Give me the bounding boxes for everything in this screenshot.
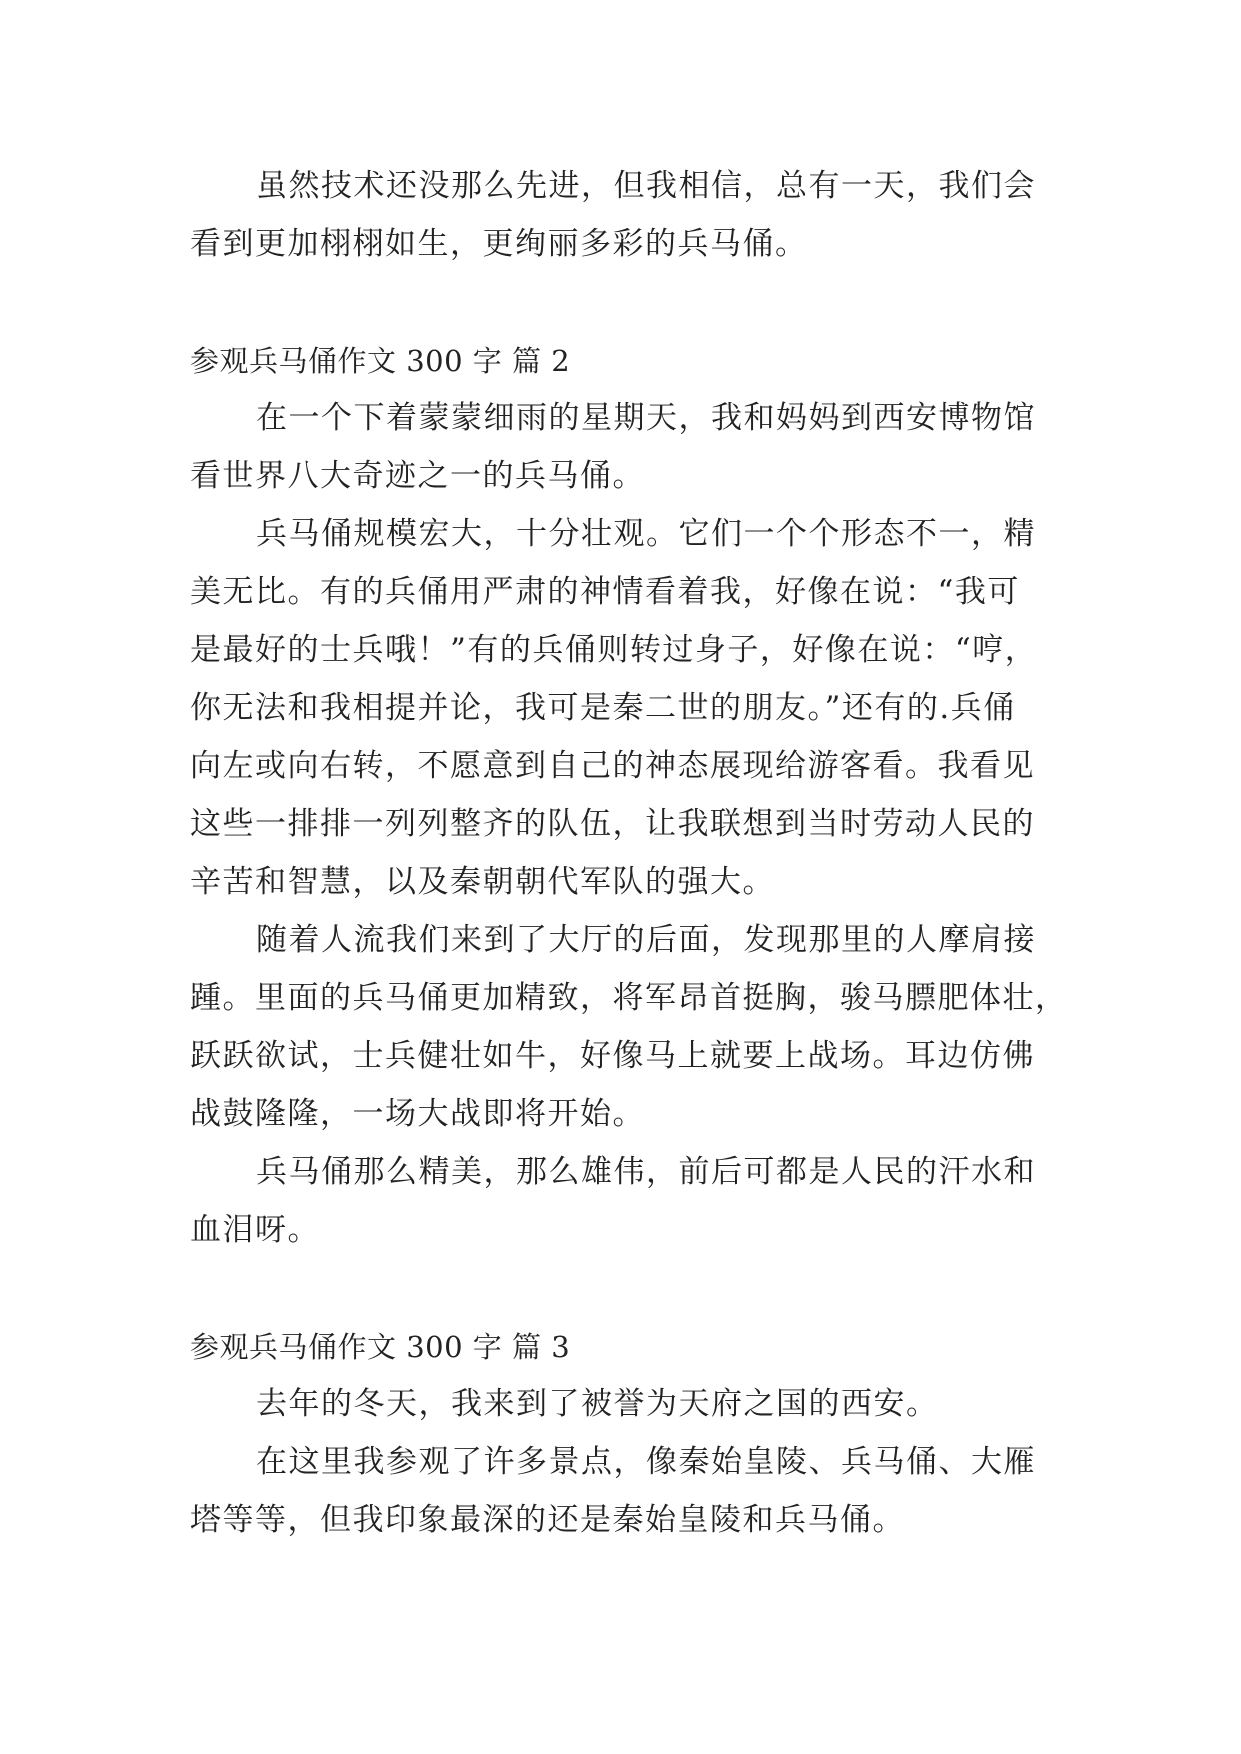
- paragraph-line: 随着人流我们来到了大厅的后面，发现那里的人摩肩接: [256, 922, 1036, 958]
- paragraph-line: 血泪呀。: [190, 1212, 320, 1248]
- paragraph-line: 塔等等，但我印象最深的还是秦始皇陵和兵马俑。: [190, 1502, 905, 1538]
- paragraph-line: 踵。里面的兵马俑更加精致，将军昂首挺胸，骏马膘肥体壮，: [190, 980, 1068, 1016]
- paragraph-line: 虽然技术还没那么先进，但我相信，总有一天，我们会: [256, 168, 1036, 204]
- section-heading: 参观兵马俑作文 300 字 篇 3: [190, 1330, 571, 1364]
- paragraph-line: 向左或向右转，不愿意到自己的神态展现给游客看。我看见: [190, 748, 1035, 784]
- paragraph-line: 在一个下着蒙蒙细雨的星期天，我和妈妈到西安博物馆: [256, 400, 1036, 436]
- section-heading: 参观兵马俑作文 300 字 篇 2: [190, 344, 571, 378]
- paragraph-line: 在这里我参观了许多景点，像秦始皇陵、兵马俑、大雁: [256, 1444, 1036, 1480]
- paragraph-line: 兵马俑那么精美，那么雄伟，前后可都是人民的汗水和: [256, 1154, 1036, 1190]
- paragraph-line: 这些一排排一列列整齐的队伍，让我联想到当时劳动人民的: [190, 806, 1035, 842]
- paragraph-line: 看世界八大奇迹之一的兵马俑。: [190, 458, 645, 494]
- paragraph-line: 你无法和我相提并论，我可是秦二世的朋友。”还有的.兵俑: [190, 690, 1016, 726]
- paragraph-line: 跃跃欲试，士兵健壮如牛，好像马上就要上战场。耳边仿佛: [190, 1038, 1035, 1074]
- paragraph-line: 看到更加栩栩如生，更绚丽多彩的兵马俑。: [190, 226, 808, 262]
- paragraph-line: 去年的冬天，我来到了被誉为天府之国的西安。: [256, 1386, 939, 1422]
- paragraph-line: 辛苦和智慧，以及秦朝朝代军队的强大。: [190, 864, 775, 900]
- paragraph-line: 是最好的士兵哦！”有的兵俑则转过身子，好像在说：“哼，: [190, 632, 1038, 668]
- paragraph-line: 美无比。有的兵俑用严肃的神情看着我，好像在说：“我可: [190, 574, 1020, 610]
- paragraph-line: 战鼓隆隆，一场大战即将开始。: [190, 1096, 645, 1132]
- paragraph-line: 兵马俑规模宏大，十分壮观。它们一个个形态不一，精: [256, 516, 1036, 552]
